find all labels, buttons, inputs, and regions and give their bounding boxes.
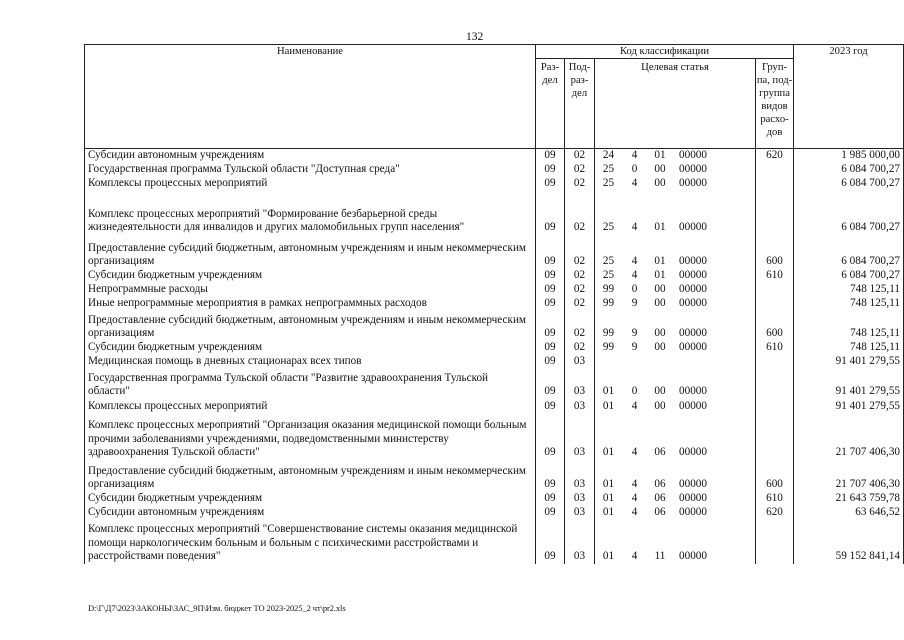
row-amount: 6 084 700,27 bbox=[794, 163, 904, 177]
row-razdel: 09 bbox=[536, 235, 565, 269]
target-subprogram: 9 bbox=[631, 327, 638, 340]
file-path-footer: D:\Г\Д7\2023\ЗАКОНЫ\ЗАС_9П\Изм. бюджет ТО 2023-2025_2 чт\pr2.xls bbox=[88, 603, 346, 613]
row-podrazdel: 03 bbox=[565, 460, 595, 492]
row-vid: 620 bbox=[756, 506, 794, 520]
row-target bbox=[595, 269, 756, 283]
row-amount: 21 707 406,30 bbox=[794, 414, 904, 460]
row-amount: 748 125,11 bbox=[794, 341, 904, 355]
row-podrazdel: 02 bbox=[565, 297, 595, 311]
target-subprogram: 4 bbox=[631, 446, 638, 459]
row-name: Субсидии бюджетным учреждениям bbox=[85, 269, 536, 283]
target-subprogram: 4 bbox=[631, 269, 638, 282]
row-razdel: 09 bbox=[536, 283, 565, 297]
target-event: 01 bbox=[654, 149, 666, 162]
row-podrazdel: 03 bbox=[565, 520, 595, 564]
target-event: 06 bbox=[654, 492, 666, 505]
row-podrazdel: 03 bbox=[565, 492, 595, 506]
row-name: Комплексы процессных мероприятий bbox=[85, 399, 536, 414]
row-name: Предоставление субсидий бюджетным, автономным учреждениям и иным некоммерческим организациям bbox=[85, 311, 536, 341]
target-program: 01 bbox=[602, 492, 615, 505]
target-subprogram: 4 bbox=[631, 550, 638, 563]
target-direction: 00000 bbox=[679, 149, 707, 162]
row-target bbox=[595, 492, 756, 506]
target-direction: 00000 bbox=[679, 506, 707, 519]
target-subprogram: 4 bbox=[631, 492, 638, 505]
row-vid: 600 bbox=[756, 460, 794, 492]
header-podrazdel: Под- раз- дел bbox=[565, 59, 595, 149]
header-vid: Груп- па, под- группа видов расхо- дов bbox=[756, 59, 794, 149]
target-subprogram: 0 bbox=[631, 163, 638, 176]
target-direction: 00000 bbox=[679, 341, 707, 354]
row-vid bbox=[756, 297, 794, 311]
row-target bbox=[595, 506, 756, 520]
row-amount: 6 084 700,27 bbox=[794, 269, 904, 283]
target-direction: 00000 bbox=[679, 221, 707, 234]
row-razdel: 09 bbox=[536, 369, 565, 399]
header-year: 2023 год bbox=[794, 45, 904, 149]
row-name: Предоставление субсидий бюджетным, автономным учреждениям и иным некоммерческим организациям bbox=[85, 460, 536, 492]
target-subprogram: 4 bbox=[631, 506, 638, 519]
row-podrazdel: 02 bbox=[565, 341, 595, 355]
target-subprogram: 9 bbox=[631, 341, 638, 354]
row-podrazdel: 02 bbox=[565, 149, 595, 163]
row-razdel: 09 bbox=[536, 341, 565, 355]
row-razdel: 09 bbox=[536, 177, 565, 191]
row-podrazdel: 03 bbox=[565, 369, 595, 399]
row-name: Медицинская помощь в дневных стационарах всех типов bbox=[85, 355, 536, 369]
row-razdel: 09 bbox=[536, 355, 565, 369]
row-target bbox=[595, 460, 756, 492]
row-target bbox=[595, 191, 756, 235]
row-target bbox=[595, 341, 756, 355]
table-row bbox=[85, 297, 904, 311]
target-direction: 00000 bbox=[679, 297, 707, 310]
row-name: Комплекс процессных мероприятий "Совершенствование системы оказания медицинской помощи наркологическим больным и больным с психическими расстройствами и расстройствами поведения" bbox=[85, 520, 536, 564]
row-vid bbox=[756, 177, 794, 191]
target-subprogram: 4 bbox=[631, 400, 638, 413]
row-name: Комплекс процессных мероприятий "Организация оказания медицинской помощи больным прочими заболеваниями учреждениями, подведомственными министерству здравоохранения Тульской области" bbox=[85, 414, 536, 460]
target-program: 25 bbox=[602, 221, 615, 234]
row-amount: 748 125,11 bbox=[794, 311, 904, 341]
row-name: Субсидии автономным учреждениям bbox=[85, 149, 536, 163]
row-razdel: 09 bbox=[536, 414, 565, 460]
row-razdel: 09 bbox=[536, 460, 565, 492]
row-name: Комплексы процессных мероприятий bbox=[85, 177, 536, 191]
row-vid: 610 bbox=[756, 492, 794, 506]
row-amount: 748 125,11 bbox=[794, 297, 904, 311]
row-podrazdel: 02 bbox=[565, 269, 595, 283]
row-amount: 59 152 841,14 bbox=[794, 520, 904, 564]
target-event: 06 bbox=[654, 478, 666, 491]
row-podrazdel: 03 bbox=[565, 414, 595, 460]
target-subprogram: 4 bbox=[631, 255, 638, 268]
target-event: 06 bbox=[654, 446, 666, 459]
target-subprogram: 4 bbox=[631, 149, 638, 162]
table-row bbox=[85, 341, 904, 355]
target-subprogram: 9 bbox=[631, 297, 638, 310]
row-name: Комплекс процессных мероприятий "Формирование безбарьерной среды жизнедеятельности для инвалидов и других маломобильных групп населения" bbox=[85, 191, 536, 235]
row-vid: 620 bbox=[756, 149, 794, 163]
target-direction: 00000 bbox=[679, 478, 707, 491]
target-program: 01 bbox=[602, 550, 615, 563]
row-podrazdel: 02 bbox=[565, 163, 595, 177]
row-vid bbox=[756, 369, 794, 399]
row-razdel: 09 bbox=[536, 311, 565, 341]
row-razdel: 09 bbox=[536, 520, 565, 564]
row-vid: 600 bbox=[756, 311, 794, 341]
row-podrazdel: 02 bbox=[565, 191, 595, 235]
target-direction: 00000 bbox=[679, 327, 707, 340]
header-razdel: Раз- дел bbox=[536, 59, 565, 149]
table-row bbox=[85, 283, 904, 297]
row-name: Субсидии бюджетным учреждениям bbox=[85, 341, 536, 355]
row-vid: 600 bbox=[756, 235, 794, 269]
target-direction: 00000 bbox=[679, 177, 707, 190]
page-number: 132 bbox=[466, 31, 484, 43]
row-razdel: 09 bbox=[536, 149, 565, 163]
target-program: 25 bbox=[602, 177, 615, 190]
row-amount: 21 643 759,78 bbox=[794, 492, 904, 506]
target-direction: 00000 bbox=[679, 492, 707, 505]
row-name: Непрограммные расходы bbox=[85, 283, 536, 297]
table-row bbox=[85, 235, 904, 269]
target-direction: 00000 bbox=[679, 269, 707, 282]
target-program: 01 bbox=[602, 506, 615, 519]
target-program: 99 bbox=[602, 297, 615, 310]
table-row bbox=[85, 414, 904, 460]
row-name: Предоставление субсидий бюджетным, автономным учреждениям и иным некоммерческим организациям bbox=[85, 235, 536, 269]
row-target bbox=[595, 311, 756, 341]
row-vid bbox=[756, 520, 794, 564]
target-program: 24 bbox=[602, 149, 615, 162]
row-podrazdel: 03 bbox=[565, 399, 595, 414]
table-row bbox=[85, 492, 904, 506]
target-event: 01 bbox=[654, 255, 666, 268]
target-direction: 00000 bbox=[679, 255, 707, 268]
row-razdel: 09 bbox=[536, 269, 565, 283]
row-vid bbox=[756, 399, 794, 414]
row-amount: 91 401 279,55 bbox=[794, 399, 904, 414]
table-row bbox=[85, 355, 904, 369]
table-row bbox=[85, 506, 904, 520]
row-podrazdel: 03 bbox=[565, 506, 595, 520]
target-event: 01 bbox=[654, 269, 666, 282]
target-program: 99 bbox=[602, 327, 615, 340]
target-program: 25 bbox=[602, 255, 615, 268]
row-amount: 91 401 279,55 bbox=[794, 355, 904, 369]
target-event: 00 bbox=[654, 385, 666, 398]
row-razdel: 09 bbox=[536, 163, 565, 177]
row-target bbox=[595, 149, 756, 163]
target-subprogram: 4 bbox=[631, 478, 638, 491]
row-vid: 610 bbox=[756, 341, 794, 355]
row-vid bbox=[756, 191, 794, 235]
row-razdel: 09 bbox=[536, 506, 565, 520]
target-direction: 00000 bbox=[679, 446, 707, 459]
row-target bbox=[595, 283, 756, 297]
row-razdel: 09 bbox=[536, 492, 565, 506]
table-body bbox=[85, 149, 904, 564]
table-row bbox=[85, 460, 904, 492]
target-event: 00 bbox=[654, 327, 666, 340]
table-row bbox=[85, 369, 904, 399]
row-vid bbox=[756, 283, 794, 297]
target-program: 25 bbox=[602, 269, 615, 282]
row-amount: 91 401 279,55 bbox=[794, 369, 904, 399]
row-razdel: 09 bbox=[536, 191, 565, 235]
row-amount: 1 985 000,00 bbox=[794, 149, 904, 163]
target-direction: 00000 bbox=[679, 163, 707, 176]
target-event: 06 bbox=[654, 506, 666, 519]
target-subprogram: 0 bbox=[631, 283, 638, 296]
budget-table bbox=[84, 44, 904, 564]
row-name: Государственная программа Тульской области "Доступная среда" bbox=[85, 163, 536, 177]
target-subprogram: 0 bbox=[631, 385, 638, 398]
target-program: 01 bbox=[602, 385, 615, 398]
target-direction: 00000 bbox=[679, 550, 707, 563]
row-podrazdel: 02 bbox=[565, 311, 595, 341]
table-row bbox=[85, 269, 904, 283]
row-target bbox=[595, 369, 756, 399]
row-target bbox=[595, 177, 756, 191]
row-podrazdel: 02 bbox=[565, 177, 595, 191]
target-event: 00 bbox=[654, 297, 666, 310]
header-target: Целевая статья bbox=[595, 59, 756, 149]
row-target bbox=[595, 297, 756, 311]
row-vid: 610 bbox=[756, 269, 794, 283]
target-direction: 00000 bbox=[679, 385, 707, 398]
row-target bbox=[595, 520, 756, 564]
target-program: 25 bbox=[602, 163, 615, 176]
row-target bbox=[595, 355, 756, 369]
row-razdel: 09 bbox=[536, 297, 565, 311]
target-program: 99 bbox=[602, 341, 615, 354]
row-target bbox=[595, 235, 756, 269]
target-subprogram: 4 bbox=[631, 221, 638, 234]
table-row bbox=[85, 163, 904, 177]
row-name: Субсидии бюджетным учреждениям bbox=[85, 492, 536, 506]
row-name: Субсидии автономным учреждениям bbox=[85, 506, 536, 520]
row-amount: 6 084 700,27 bbox=[794, 177, 904, 191]
target-program: 01 bbox=[602, 478, 615, 491]
target-event: 00 bbox=[654, 177, 666, 190]
row-target bbox=[595, 399, 756, 414]
table-row bbox=[85, 520, 904, 564]
row-podrazdel: 02 bbox=[565, 235, 595, 269]
table-row bbox=[85, 149, 904, 163]
target-program: 01 bbox=[602, 446, 615, 459]
target-event: 00 bbox=[654, 400, 666, 413]
target-program: 99 bbox=[602, 283, 615, 296]
row-amount: 6 084 700,27 bbox=[794, 191, 904, 235]
target-direction: 00000 bbox=[679, 400, 707, 413]
row-name: Государственная программа Тульской области "Развитие здравоохранения Тульской области" bbox=[85, 369, 536, 399]
row-amount: 63 646,52 bbox=[794, 506, 904, 520]
header-classification: Код классификации bbox=[536, 45, 794, 59]
table-row bbox=[85, 191, 904, 235]
row-podrazdel: 03 bbox=[565, 355, 595, 369]
row-amount: 6 084 700,27 bbox=[794, 235, 904, 269]
table-row bbox=[85, 311, 904, 341]
target-direction: 00000 bbox=[679, 283, 707, 296]
table-row bbox=[85, 399, 904, 414]
row-razdel: 09 bbox=[536, 399, 565, 414]
row-vid bbox=[756, 414, 794, 460]
row-vid bbox=[756, 355, 794, 369]
row-vid bbox=[756, 163, 794, 177]
row-amount: 748 125,11 bbox=[794, 283, 904, 297]
target-event: 01 bbox=[654, 221, 666, 234]
row-name: Иные непрограммные мероприятия в рамках непрограммных расходов bbox=[85, 297, 536, 311]
target-event: 00 bbox=[654, 163, 666, 176]
target-event: 00 bbox=[654, 341, 666, 354]
header-name: Наименование bbox=[85, 45, 536, 149]
table-row bbox=[85, 177, 904, 191]
target-event: 11 bbox=[654, 550, 666, 563]
target-program: 01 bbox=[602, 400, 615, 413]
row-podrazdel: 02 bbox=[565, 283, 595, 297]
target-event: 00 bbox=[654, 283, 666, 296]
row-amount: 21 707 406,30 bbox=[794, 460, 904, 492]
row-target bbox=[595, 414, 756, 460]
row-target bbox=[595, 163, 756, 177]
target-subprogram: 4 bbox=[631, 177, 638, 190]
